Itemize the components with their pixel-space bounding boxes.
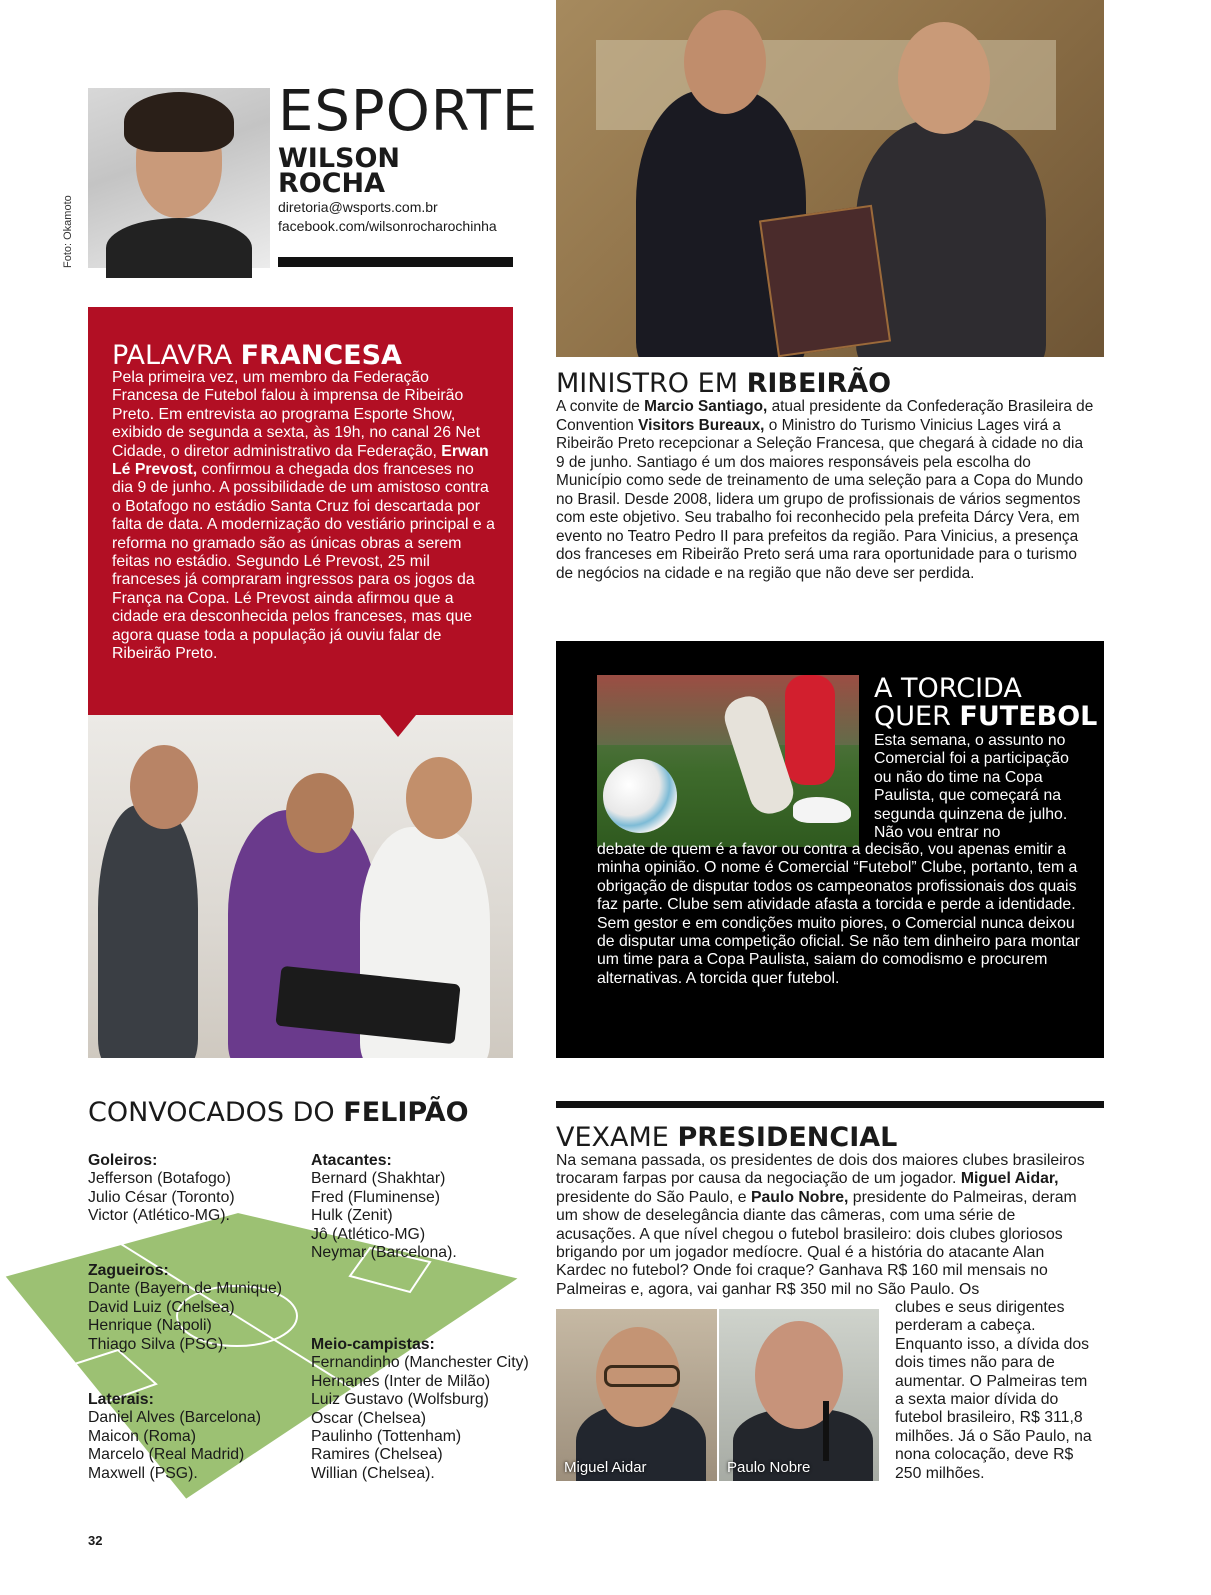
ministro-title-light: MINISTRO EM	[556, 368, 747, 399]
page-number: 32	[88, 1533, 103, 1548]
vexame-b2: Paulo Nobre,	[750, 1188, 849, 1206]
player-item: Neymar (Barcelona).	[311, 1244, 457, 1262]
section-title: ESPORTE	[278, 79, 539, 144]
palavra-text	[112, 369, 497, 664]
player-item: Willian (Chelsea).	[311, 1464, 435, 1482]
convocados-title	[88, 1097, 469, 1129]
player-item: Daniel Alves (Barcelona)	[88, 1409, 261, 1427]
player-item: Fred (Fluminense)	[311, 1188, 441, 1206]
ministro-t1: A convite de	[556, 398, 645, 415]
player-item: Julio César (Toronto)	[88, 1188, 235, 1206]
player-item: Fernandinho (Manchester City)	[311, 1354, 529, 1372]
convocados-title-light: CONVOCADOS DO	[88, 1097, 344, 1128]
vexame-title-light: VEXAME	[556, 1122, 678, 1153]
torcida-title-bold2: FUTEBOL	[959, 701, 1098, 732]
player-item: Dante (Bayern de Munique)	[88, 1280, 283, 1298]
vexame-divider	[556, 1101, 1104, 1108]
vexame-t1: Na semana passada, os presidentes de dois dos maiores clubes brasileiros trocaram farpas por causa da negociação de um jogador.	[556, 1152, 1085, 1188]
soccer-photo	[597, 675, 859, 847]
author-photo	[88, 88, 270, 268]
miguel-aidar-photo	[556, 1309, 717, 1481]
vexame-t2: presidente do São Paulo, e	[556, 1188, 751, 1206]
player-item: Maicon (Roma)	[88, 1427, 196, 1445]
palavra-title-bold: FRANCESA	[240, 340, 402, 371]
ministro-title-bold: RIBEIRÃO	[746, 368, 892, 399]
player-item: Bernard (Shakhtar)	[311, 1170, 446, 1188]
palavra-text-bold: Erwan Lé Prevost,	[112, 442, 489, 479]
player-item: Oscar (Chelsea)	[311, 1409, 426, 1427]
group-goleiros	[88, 1152, 235, 1226]
player-item: David Luiz (Chelsea)	[88, 1298, 235, 1316]
vexame-title-bold: PRESIDENCIAL	[677, 1122, 898, 1153]
author-email[interactable]: diretoria@wsports.com.br	[278, 199, 438, 215]
player-item: Luiz Gustavo (Wolfsburg)	[311, 1391, 489, 1409]
player-item: Jefferson (Botafogo)	[88, 1170, 231, 1188]
vexame-b1: Miguel Aidar,	[960, 1170, 1059, 1188]
torcida-title-light2: QUER	[874, 701, 960, 732]
vexame-text	[556, 1152, 1096, 1299]
caption-aidar: Miguel Aidar	[564, 1459, 647, 1476]
photo-credit: Foto: Okamoto	[62, 195, 74, 268]
convocados-title-bold: FELIPÃO	[343, 1097, 469, 1128]
vexame-title	[556, 1122, 897, 1154]
caption-nobre: Paulo Nobre	[727, 1459, 811, 1476]
vexame-text-side: clubes e seus dirigentes perderam a cabeça. Enquanto isso, a dívida dos dois times não para de aumentar. O Palmeiras tem a sexta maior dívida do futebol brasileiro, R$ 311,8 milhões. Já o São Paulo, na nona colocação, deve R$ 250 milhões.	[895, 1299, 1092, 1482]
torcida-text-side: Esta semana, o assunto no Comercial foi a participação ou não do time na Copa Paulista, que começará na segunda quinzena de julho. Não vou entrar no	[874, 732, 1069, 842]
player-item: Jô (Atlético-MG)	[311, 1225, 426, 1243]
ministers-photo	[556, 0, 1104, 357]
group-heading: Meio-campistas:	[311, 1336, 435, 1353]
ministro-b1: Marcio Santiago,	[644, 398, 768, 415]
group-atacantes	[311, 1152, 457, 1262]
palavra-title	[112, 341, 402, 371]
player-item: Ramires (Chelsea)	[311, 1446, 443, 1464]
ministro-text	[556, 398, 1094, 583]
torcida-title	[874, 675, 1097, 731]
group-laterais	[88, 1391, 261, 1483]
author-name	[278, 143, 401, 199]
author-last-name: ROCHA	[278, 168, 386, 199]
player-item: Marcelo (Real Madrid)	[88, 1446, 245, 1464]
group-heading: Zagueiros:	[88, 1262, 169, 1279]
paulo-nobre-photo	[719, 1309, 879, 1481]
palavra-text-b: confirmou a chegada dos franceses no dia 9 de junho. A possibilidade de um amistoso contra o Botafogo no estádio Santa Cruz foi descartada por falta de data. A modernização do vestiário principal e a reforma no gramado são as únicas obras a serem feitas no estádio. Segundo Lé Prevost, 25 mil franceses já compraram ingressos para os jogos da França na Copa. Lé Prevost ainda afirmou que a cidade era desconhecida pelos franceses, mas que agora quase toda a população já ouviu falar de Ribeirão Preto.	[112, 461, 495, 663]
palavra-title-light: PALAVRA	[112, 340, 241, 371]
player-item: Thiago Silva (PSG).	[88, 1335, 228, 1353]
ministro-b2: Visitors Bureaux,	[638, 416, 765, 434]
vexame-t3: presidente do Palmeiras, deram um show de deselegância diante das câmeras, com uma série de acusações. A que nível chegou o futebol brasileiro: dois clubes gloriosos brigando por um jogador medíocre. Qual é a história do atacante Alan Kardec no futebol? Onde foi craque? Ganhava R$ 160 mil mensais no Palmeiras e, agora, vai ganhar R$ 350 mil no São Paulo. Os	[556, 1188, 1077, 1298]
player-item: Hulk (Zenit)	[311, 1207, 393, 1225]
group-zagueiros	[88, 1262, 282, 1354]
torcida-title-line2	[874, 703, 1097, 731]
torcida-box	[556, 641, 1104, 1058]
red-box-arrow	[380, 715, 416, 737]
header-divider	[278, 257, 513, 267]
author-social-link[interactable]: facebook.com/wilsonrocharochinha	[278, 218, 497, 234]
palavra-text-a: Pela primeira vez, um membro da Federação Francesa de Futebol falou à imprensa de Ribeirão Preto. Em entrevista ao programa Esporte Show, exibido de segunda a sexta, às 19h, no canal 26 Net Cidade, o diretor administrativo da Federação,	[112, 369, 480, 460]
group-meio-campistas	[311, 1336, 529, 1483]
group-heading: Laterais:	[88, 1391, 154, 1408]
torcida-text-full: debate de quem é a favor ou contra a decisão, vou apenas emitir a minha opinião. O nome é Comercial “Futebol” Clube, portanto, tem a obrigação de disputar todos os campeonatos profissionais dos quais faz parte. Clube sem atividade afasta a torcida e perde a identidade. Sem gestor e em condições muito piores, o Comercial nunca deixou de disputar uma competição oficial. Se não tem dinheiro para montar um time para a Copa Paulista, saiam do comodismo e procurem alternativas. A torcida quer futebol.	[597, 841, 1080, 987]
ministro-title	[556, 368, 891, 400]
ministro-t3: o Ministro do Turismo Vinicius Lages virá a Ribeirão Preto recepcionar a Seleção Francesa, que chegará à cidade no dia 9 de junho. Santiago é um dos maiores responsáveis pela escolha do Município como sede de treinamento de uma seleção para a Copa do Mundo no Brasil. Desde 2008, lidera um grupo de profissionais de vários segmentos com este objetivo. Seu trabalho foi reconhecido pela prefeita Dárcy Vera, em evento no Teatro Pedro II para prefeitos da região. Para Vinicius, a presença dos franceses em Ribeirão Preto será uma rara oportunidade para o turismo de negócios na cidade e na região que não deve ser perdida.	[556, 416, 1084, 582]
player-item: Victor (Atlético-MG).	[88, 1207, 230, 1225]
player-item: Maxwell (PSG).	[88, 1464, 198, 1482]
ministro-t2: atual presidente da Confederação Brasileira de Convention	[556, 398, 1094, 434]
stadium-visit-photo	[88, 715, 513, 1058]
author-first-name: WILSON	[278, 143, 401, 174]
player-item: Henrique (Napoli)	[88, 1317, 212, 1335]
palavra-francesa-box	[88, 307, 513, 715]
player-item: Hernanes (Inter de Milão)	[311, 1372, 491, 1390]
torcida-title-line1: A TORCIDA	[874, 673, 1022, 704]
group-heading: Atacantes:	[311, 1152, 392, 1169]
player-item: Paulinho (Tottenham)	[311, 1428, 462, 1446]
group-heading: Goleiros:	[88, 1152, 158, 1169]
